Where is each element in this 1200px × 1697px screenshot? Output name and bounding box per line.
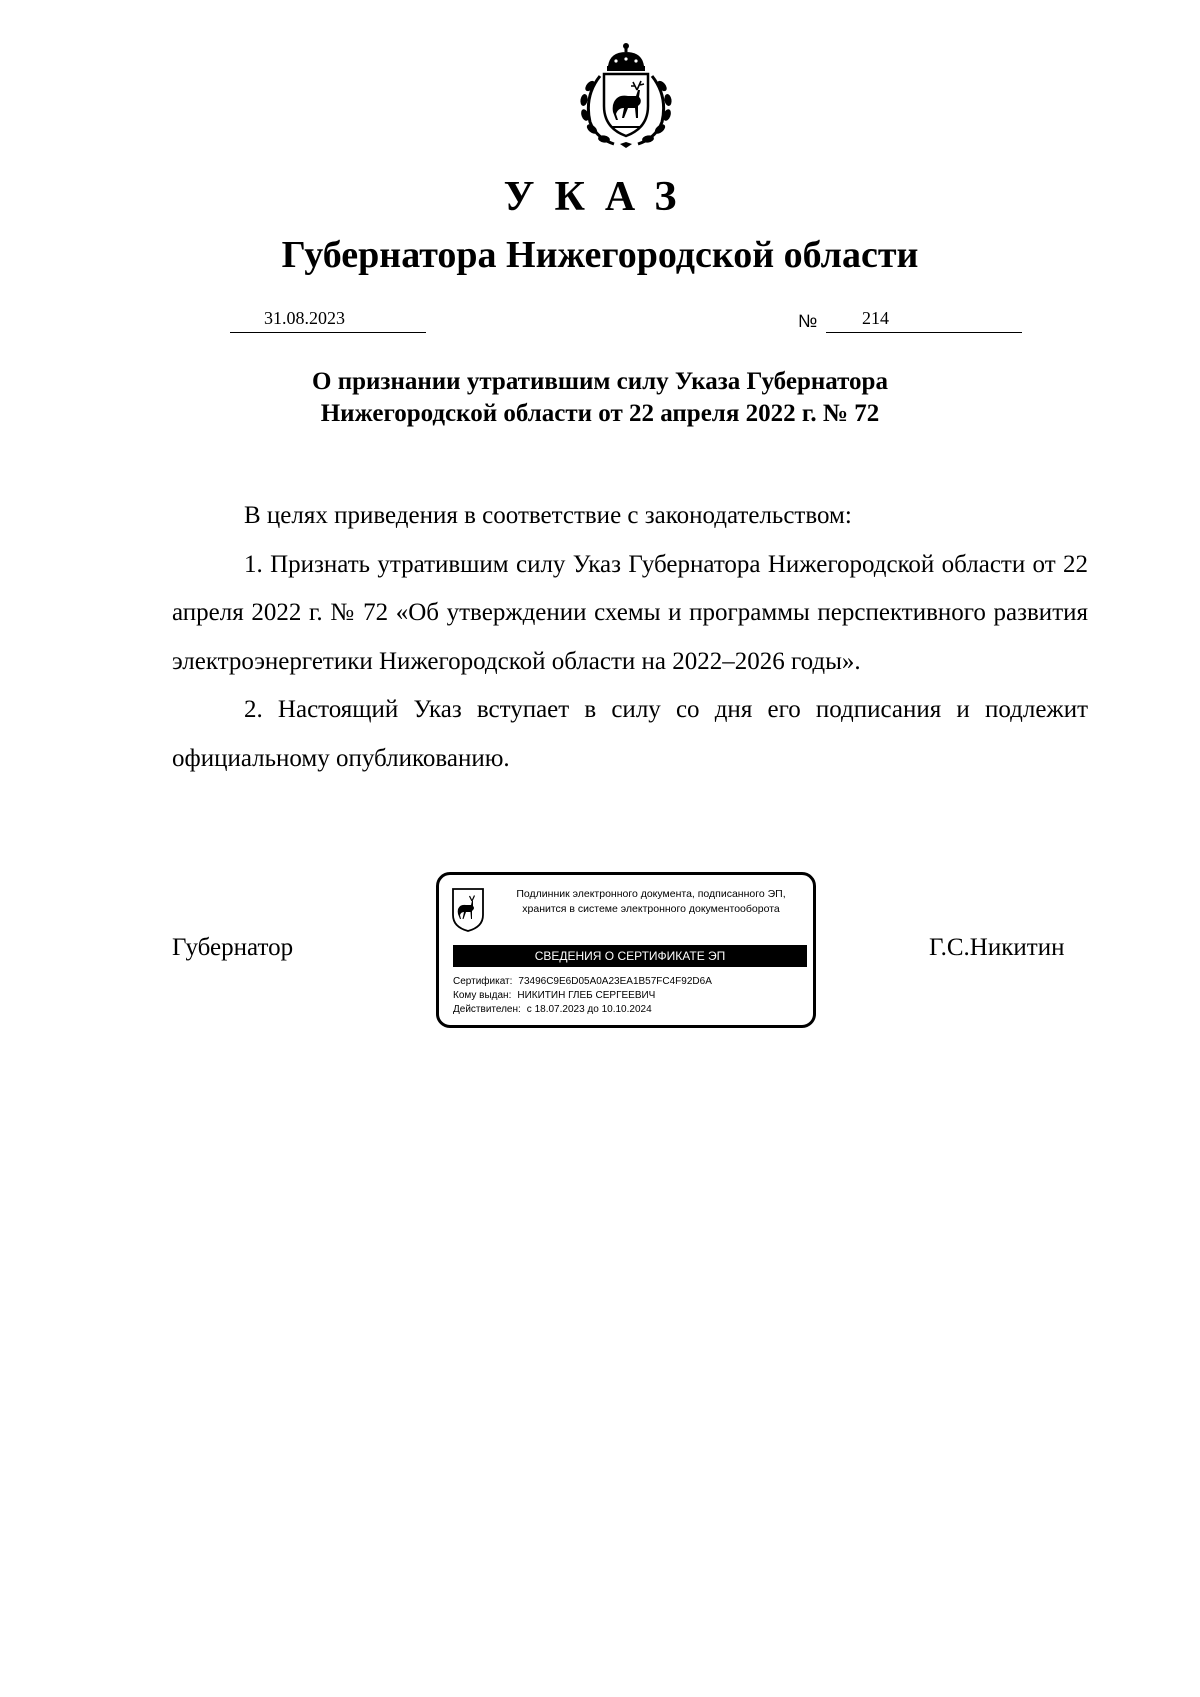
stamp-caption-line-1: Подлинник электронного документа, подписанного ЭП, [516, 888, 786, 900]
stamp-certificate-info [453, 975, 807, 1017]
certificate-value: 73496C9E6D05A0A23EA1B57FC4F92D6A [518, 976, 712, 987]
document-heading [0, 366, 1200, 430]
electronic-signature-stamp [436, 872, 816, 1028]
document-title: УКАЗ [503, 174, 697, 220]
paragraph-1: 1. Признать утратившим силу Указ Губернатора Нижегородской области от 22 апреля 2022 г. № 72 «Об утверждении схемы и программы перспективного развития электроэнергетики Нижегородской области на 2022–2026 годы». [172, 550, 1088, 675]
heading-line-2: Нижегородской области от 22 апреля 2022 г. № 72 [320, 400, 880, 427]
heading-line-1: О признании утратившим силу Указа Губернатора [312, 368, 888, 395]
signer-name: Г.С.Никитин [929, 934, 1065, 961]
document-subtitle: Губернатора Нижегородской области [281, 234, 919, 276]
date-field [230, 306, 426, 333]
document-date: 31.08.2023 [264, 308, 345, 328]
valid-value: с 18.07.2023 до 10.10.2024 [526, 1004, 652, 1015]
stamp-row-valid [453, 1003, 807, 1017]
issued-to-value: НИКИТИН ГЛЕБ СЕРГЕЕВИЧ [517, 990, 656, 1001]
stamp-caption [491, 887, 811, 917]
document-number: 214 [862, 308, 889, 328]
valid-label: Действителен: [453, 1004, 521, 1015]
paragraph-2: 2. Настоящий Указ вступает в силу со дня его подписания и подлежит официальному опубликованию. [172, 696, 1088, 772]
coat-of-arms-icon [570, 40, 682, 150]
stamp-certificate-header: СВЕДЕНИЯ О СЕРТИФИКАТЕ ЭП [453, 945, 807, 967]
certificate-label: Сертификат: [453, 976, 513, 987]
stamp-caption-line-2: хранится в системе электронного документооборота [522, 903, 780, 915]
deer-shield-icon [451, 887, 485, 933]
number-field [826, 306, 1022, 333]
signer-position: Губернатор [172, 934, 294, 961]
issued-to-label: Кому выдан: [453, 990, 512, 1001]
stamp-row-certificate [453, 975, 807, 989]
number-label: № [798, 311, 818, 331]
document-body [172, 492, 1088, 783]
stamp-row-issued-to [453, 989, 807, 1003]
paragraph-preamble: В целях приведения в соответствие с законодательством: [244, 502, 852, 529]
